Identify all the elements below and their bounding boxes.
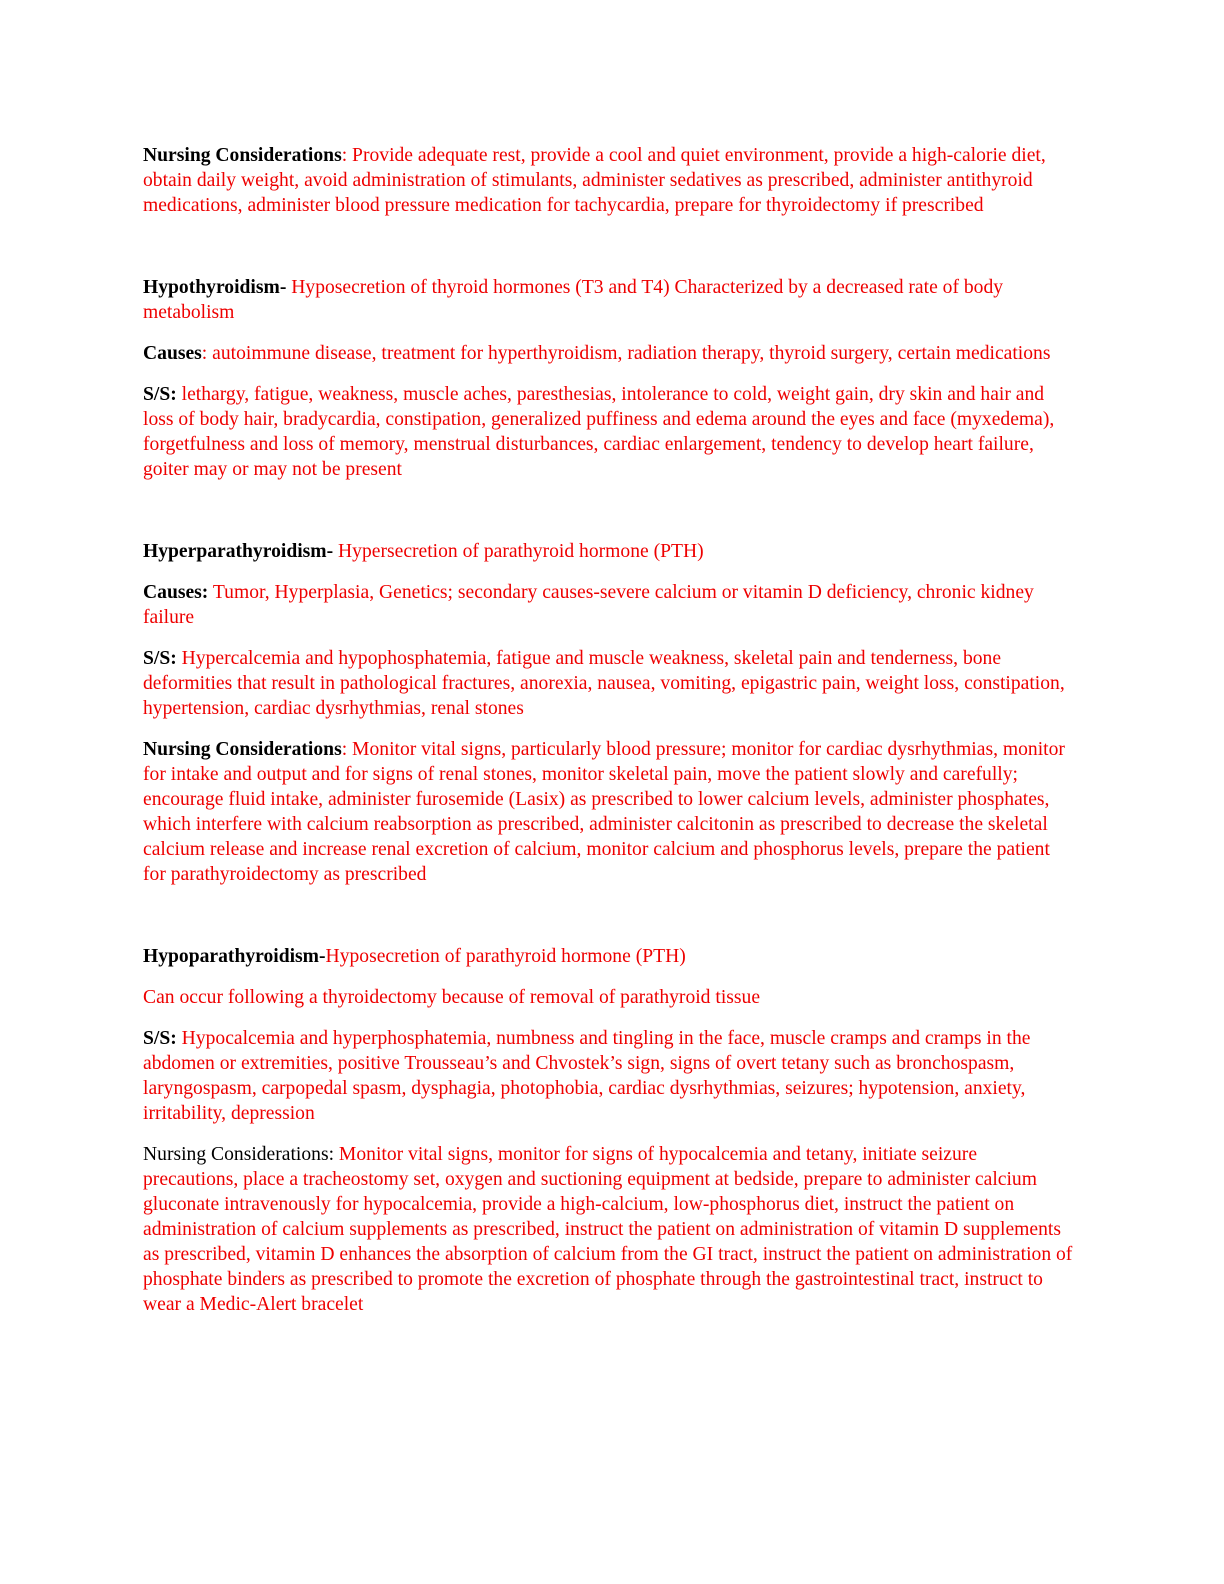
label-separator: : xyxy=(201,343,208,364)
label-separator: : xyxy=(341,145,348,166)
paragraph-text: Hypercalcemia and hypophosphatemia, fatigue and muscle weakness, skeletal pain and tenderness, bone deformities that result in pathological fractures, anorexia, nausea, vomiting, epigastric pain, weight loss, constipation, hypertension, cardiac dysrhythmias, renal stones xyxy=(143,648,1065,719)
paragraph-text: Hyposecretion of thyroid hormones (T3 and T4) Characterized by a decreased rate of body metabolism xyxy=(143,277,1004,323)
paragraph-text: Hypersecretion of parathyroid hormone (PTH) xyxy=(338,541,704,562)
paragraph-label: Hyperparathyroidism- xyxy=(143,541,339,562)
hypoparathyroidism-definition xyxy=(143,944,1073,969)
paragraph-text: autoimmune disease, treatment for hyperthyroidism, radiation therapy, thyroid surgery, certain medications xyxy=(207,343,1051,364)
paragraph-text: Monitor vital signs, monitor for signs of hypocalcemia and tetany, initiate seizure precautions, place a tracheostomy set, oxygen and suctioning equipment at bedside, prepare to administer calcium gluconate intravenously for hypocalcemia, provide a high-calcium, low-phosphorus diet, instruct the patient on administration of calcium supplements as prescribed, instruct the patient on administration of vitamin D supplements as prescribed, vitamin D enhances the absorption of calcium from the GI tract, instruct the patient on administration of phosphate binders as prescribed to promote the excretion of phosphate through the gastrointestinal tract, instruct to wear a Medic-Alert bracelet xyxy=(143,1144,1073,1315)
paragraph-text: lethargy, fatigue, weakness, muscle aches, paresthesias, intolerance to cold, weight gain, dry skin and hair and loss of body hair, bradycardia, constipation, generalized puffiness and edema around the eyes and face (myxedema), forgetfulness and loss of memory, menstrual disturbances, cardiac enlargement, tendency to develop heart failure, goiter may or may not be present xyxy=(143,384,1055,480)
document-page xyxy=(143,143,1073,1333)
paragraph-label: S/S: xyxy=(143,648,177,669)
paragraph-label: S/S: xyxy=(143,384,177,405)
hyperparathyroidism-definition xyxy=(143,539,1073,564)
hyperparathyroidism-signs-symptoms xyxy=(143,646,1073,721)
label-separator: : xyxy=(341,739,348,760)
paragraph-label: Causes: xyxy=(143,582,209,603)
hypothyroidism-causes xyxy=(143,341,1073,366)
hypothyroidism-definition xyxy=(143,275,1073,325)
hypoparathyroidism-signs-symptoms xyxy=(143,1026,1073,1126)
paragraph-label: Causes xyxy=(143,343,202,364)
paragraph-text: Hypocalcemia and hyperphosphatemia, numbness and tingling in the face, muscle cramps and cramps in the abdomen or extremities, positive Trousseau’s and Chvostek’s sign, signs of overt tetany such as bronchospasm, laryngospasm, carpopedal spasm, dysphagia, photophobia, cardiac dysrhythmias, seizures; hypotension, anxiety, irritability, depression xyxy=(143,1028,1031,1124)
paragraph-label: Hypothyroidism- xyxy=(143,277,292,298)
paragraph-text: Hyposecretion of parathyroid hormone (PTH) xyxy=(325,946,686,967)
hypothyroidism-signs-symptoms xyxy=(143,382,1073,482)
paragraph-label: Hypoparathyroidism- xyxy=(143,946,326,967)
hypoparathyroidism-occurrence xyxy=(143,985,1073,1010)
paragraph-label: Nursing Considerations: xyxy=(143,1144,335,1165)
hyperparathyroidism-nursing-considerations xyxy=(143,737,1073,887)
paragraph-label: Nursing Considerations xyxy=(143,145,342,166)
paragraph-label: Nursing Considerations xyxy=(143,739,342,760)
hyperparathyroidism-causes xyxy=(143,580,1073,630)
paragraph-text: Provide adequate rest, provide a cool and quiet environment, provide a high-calorie diet, obtain daily weight, avoid administration of stimulants, administer sedatives as prescribed, administer antithyroid medications, administer blood pressure medication for tachycardia, prepare for thyroidectomy if prescribed xyxy=(143,145,1046,216)
paragraph-text: Can occur following a thyroidectomy because of removal of parathyroid tissue xyxy=(143,987,761,1008)
hypoparathyroidism-nursing-considerations xyxy=(143,1142,1073,1317)
paragraph-label: S/S: xyxy=(143,1028,177,1049)
hyperthyroidism-nursing-considerations xyxy=(143,143,1073,218)
paragraph-text: Monitor vital signs, particularly blood pressure; monitor for cardiac dysrhythmias, monitor for intake and output and for signs of renal stones, monitor skeletal pain, move the patient slowly and carefully; encourage fluid intake, administer furosemide (Lasix) as prescribed to lower calcium levels, administer phosphates, which interfere with calcium reabsorption as prescribed, administer calcitonin as prescribed to decrease the skeletal calcium release and increase renal excretion of calcium, monitor calcium and phosphorus levels, prepare the patient for parathyroidectomy as prescribed xyxy=(143,739,1065,885)
paragraph-text: Tumor, Hyperplasia, Genetics; secondary causes-severe calcium or vitamin D deficiency, chronic kidney failure xyxy=(143,582,1034,628)
